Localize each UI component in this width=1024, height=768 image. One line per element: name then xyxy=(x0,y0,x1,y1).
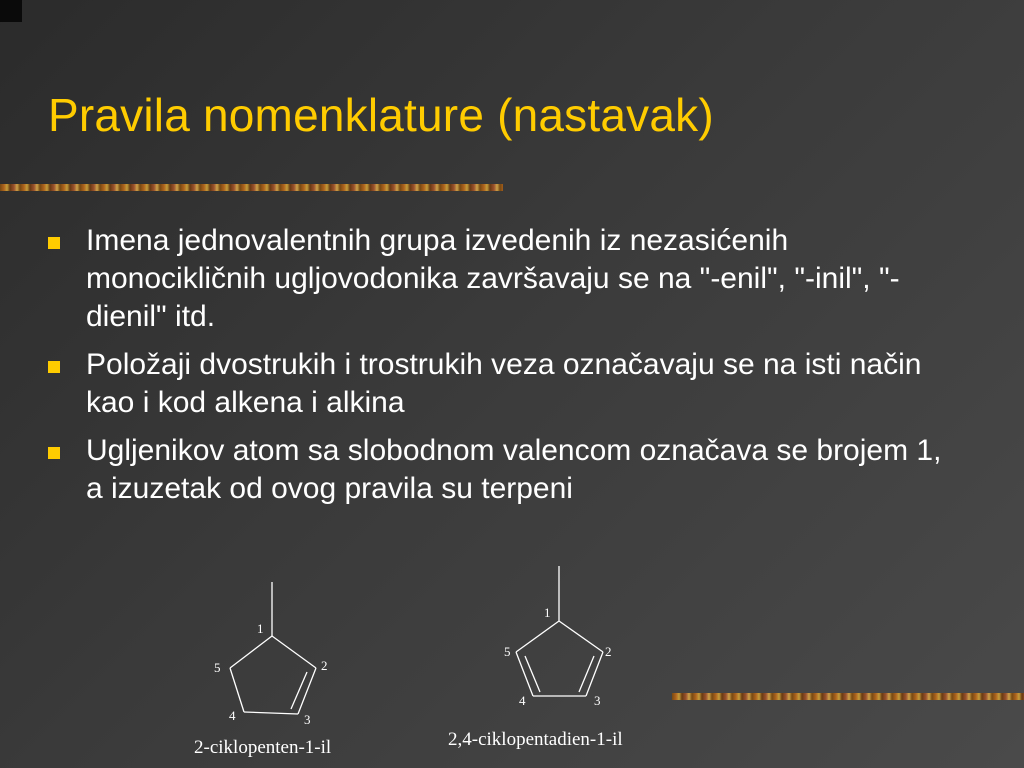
corner-mark xyxy=(0,0,22,22)
bullet-item xyxy=(48,432,948,508)
bullet-text: Ugljenikov atom sa slobodnom valencom označava se brojem 1, a izuzetak od ovog pravila su terpeni xyxy=(86,434,942,505)
cyclopentenyl-structure xyxy=(190,580,390,765)
cyclopentadienyl-structure xyxy=(440,562,680,757)
molecule-caption: 2,4-ciklopentadien-1-il xyxy=(448,729,623,750)
atom-label: 2 xyxy=(605,644,612,659)
atom-label: 1 xyxy=(544,605,551,620)
square-bullet-icon xyxy=(48,237,60,249)
atom-label: 5 xyxy=(214,660,221,675)
bullet-text: Položaji dvostrukih i trostrukih veza označavaju se na isti način kao i kod alkena i alkina xyxy=(86,348,922,419)
atom-label: 2 xyxy=(321,658,328,673)
bullet-text: Imena jednovalentnih grupa izvedenih iz nezasićenih monocikličnih ugljovodonika završavaju se na "-enil", "-inil", "-dienil" itd. xyxy=(86,224,900,333)
atom-label: 4 xyxy=(519,693,526,708)
atom-label: 3 xyxy=(594,693,601,708)
molecule-caption: 2-ciklopenten-1-il xyxy=(194,737,332,758)
atom-label: 5 xyxy=(504,644,511,659)
square-bullet-icon xyxy=(48,361,60,373)
slide-title: Pravila nomenklature (nastavak) xyxy=(48,89,714,141)
bullet-list xyxy=(48,222,948,518)
bullet-item xyxy=(48,346,948,422)
bullet-item xyxy=(48,222,948,336)
atom-label: 3 xyxy=(304,712,311,727)
title-divider xyxy=(0,184,503,191)
atom-label: 4 xyxy=(229,708,236,723)
square-bullet-icon xyxy=(48,447,60,459)
bottom-divider xyxy=(672,693,1024,700)
atom-label: 1 xyxy=(257,621,264,636)
